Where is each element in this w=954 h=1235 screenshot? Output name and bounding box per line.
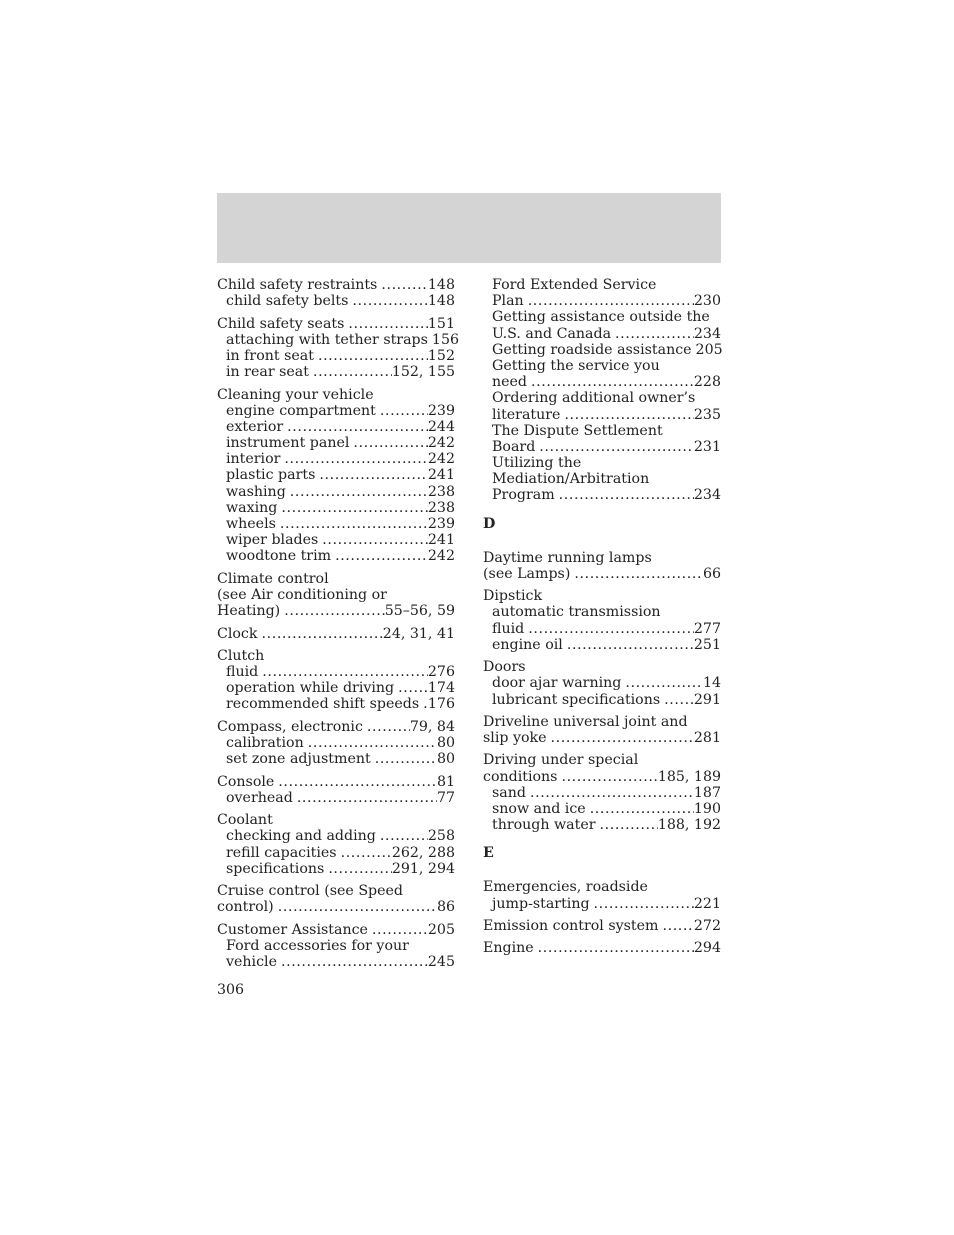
index-line [217, 316, 455, 332]
dot-leader [318, 348, 428, 364]
entry-text: control) [217, 899, 274, 916]
entry-text: fluid [492, 620, 525, 637]
entry-text: literature [492, 406, 561, 423]
index-line [217, 587, 455, 603]
entry-text: through water [492, 817, 596, 834]
dot-leader [308, 735, 437, 751]
entry-text: instrument panel [226, 435, 350, 452]
dot-leader [335, 548, 428, 564]
dot-leader [281, 954, 428, 970]
index-line [483, 550, 721, 566]
page-reference: 277 [693, 620, 721, 637]
page-reference: 235 [693, 406, 721, 423]
entry-text: Program [492, 487, 555, 504]
index-entry [217, 648, 455, 713]
page-reference: 156 [431, 331, 460, 348]
index-entry [217, 922, 455, 971]
page-reference: 152 [427, 347, 455, 364]
entry-text: Plan [492, 293, 524, 310]
dot-leader [600, 817, 658, 833]
entry-text: engine compartment [226, 402, 376, 419]
entry-text: Heating) [217, 603, 281, 620]
entry-text: Emission control system [483, 917, 659, 934]
dot-leader [531, 374, 694, 390]
dot-leader [528, 293, 694, 309]
entry-text: Utilizing the [492, 455, 582, 472]
dot-leader [341, 845, 392, 861]
page-reference: 205 [695, 341, 723, 358]
entry-text: Doors [483, 659, 526, 676]
index-column-left [217, 277, 460, 976]
entry-text: Climate control [217, 570, 329, 587]
entry-text: Daytime running lamps [483, 549, 652, 566]
entry-text: recommended shift speeds [226, 696, 420, 713]
index-line [483, 752, 721, 768]
index-subentry [483, 390, 721, 406]
dot-leader [615, 326, 694, 342]
entry-text: in rear seat [226, 364, 309, 381]
index-subentry [217, 419, 455, 435]
index-entry [217, 719, 455, 768]
entry-text: door ajar warning [492, 675, 622, 692]
page-reference: 241 [427, 532, 455, 549]
dot-leader [261, 626, 382, 642]
dot-leader [297, 790, 437, 806]
page-reference: 230 [693, 293, 721, 310]
page-reference: 80 [436, 735, 455, 751]
section-letter: E [483, 845, 494, 862]
index-subentry [483, 487, 721, 503]
entry-text: interior [226, 451, 281, 468]
index-entry [217, 277, 455, 309]
page-reference: 79, 84 [409, 718, 455, 735]
index-subentry [217, 954, 455, 970]
entry-text: (see Lamps) [483, 565, 571, 582]
entry-text: need [492, 374, 528, 391]
entry-text: Getting assistance outside the [492, 309, 710, 326]
dot-leader [348, 316, 428, 332]
dot-leader [539, 439, 694, 455]
dot-leader [574, 566, 703, 582]
index-subentry [217, 790, 455, 806]
page-reference: 231 [693, 438, 721, 455]
index-subentry [217, 828, 455, 844]
entry-text: Mediation/Arbitration [492, 471, 650, 488]
index-subentry [483, 692, 721, 708]
entry-text: Clock [217, 625, 258, 642]
page-reference: 55–56, 59 [384, 603, 455, 620]
entry-text: overhead [226, 789, 293, 806]
index-subentry [483, 277, 721, 293]
dot-leader [352, 293, 428, 309]
index-entry [483, 940, 721, 956]
index-subentry [483, 455, 721, 471]
index-subentry [483, 621, 721, 637]
dot-leader [375, 751, 437, 767]
index-entry [483, 550, 721, 582]
index-line [217, 626, 455, 642]
index-entry [217, 571, 455, 620]
index-subentry [217, 532, 455, 548]
index-line [217, 883, 455, 899]
page-reference: 187 [693, 784, 721, 801]
page-reference: 241 [427, 467, 455, 484]
page-reference: 244 [427, 418, 455, 435]
entry-text: Getting the service you [492, 357, 660, 374]
index-subentry [217, 293, 455, 309]
page-reference: 185, 189 [657, 768, 721, 785]
entry-text: calibration [226, 735, 304, 751]
page-reference: 242 [427, 451, 455, 468]
page-reference: 176 [427, 696, 455, 713]
index-subentry [483, 817, 721, 833]
dot-leader [662, 918, 693, 934]
index-subentry [483, 293, 721, 309]
index-subentry [217, 696, 455, 712]
index-subentry [483, 604, 721, 620]
dot-leader [322, 532, 428, 548]
index-subentry [217, 484, 455, 500]
entry-text: sand [492, 784, 526, 801]
index-column-right [483, 277, 721, 963]
dot-leader [262, 664, 428, 680]
page-reference: 262, 288 [391, 844, 455, 861]
index-subentry [217, 364, 455, 380]
index-subentry [217, 845, 455, 861]
page-reference: 80 [436, 751, 455, 768]
index-subentry [483, 326, 721, 342]
index-entry [217, 315, 460, 381]
header-band [217, 193, 721, 263]
dot-leader [380, 403, 428, 419]
entry-text: Dipstick [483, 588, 543, 605]
dot-leader [625, 675, 703, 691]
entry-text: waxing [226, 499, 278, 516]
index-line [217, 812, 455, 828]
index-subentry [483, 374, 721, 390]
dot-leader [381, 277, 428, 293]
index-subentry [217, 451, 455, 467]
page-reference: 291, 294 [391, 860, 455, 877]
entry-text: Board [492, 438, 536, 455]
index-line [483, 659, 721, 675]
index-subentry [217, 331, 460, 348]
page-reference: 234 [693, 487, 721, 504]
entry-text: woodtone trim [226, 548, 332, 565]
page-reference: 66 [702, 565, 721, 582]
page-number: 306 [217, 982, 245, 998]
index-line [483, 730, 721, 746]
entry-text: child safety belts [226, 293, 349, 310]
page-reference: 14 [702, 675, 721, 692]
index-entry [483, 714, 721, 746]
page-reference: 81 [436, 773, 455, 790]
index-line [217, 774, 455, 790]
index-line [217, 719, 455, 735]
entry-text: Ordering additional owner’s [492, 390, 696, 407]
index-line [483, 566, 721, 582]
dot-leader [664, 692, 694, 708]
entry-text: Compass, electronic [217, 718, 363, 735]
page-reference: 251 [693, 636, 721, 653]
dot-leader [564, 407, 693, 423]
index-subentry [483, 785, 721, 801]
page-reference: 148 [427, 277, 455, 293]
entry-text: lubricant specifications [492, 691, 661, 708]
index-subentry [483, 801, 721, 817]
index-subentry [483, 358, 721, 374]
entry-text: Emergencies, roadside [483, 879, 648, 896]
page-reference: 272 [693, 917, 721, 934]
index-line [217, 603, 455, 619]
index-subentry [217, 500, 455, 516]
entry-text: The Dispute Settlement [492, 422, 663, 439]
page-reference: 281 [693, 730, 721, 747]
dot-leader [551, 730, 694, 746]
dot-leader [280, 516, 428, 532]
entry-text: Engine [483, 940, 534, 957]
entry-text: Customer Assistance [217, 921, 368, 938]
index-subentry [483, 439, 721, 455]
index-subentry [483, 896, 721, 912]
page-reference: 190 [693, 801, 721, 817]
index-subentry [217, 467, 455, 483]
index-subentry [483, 407, 721, 423]
index-line [483, 918, 721, 934]
entry-text: plastic parts [226, 467, 316, 484]
index-subentry [217, 435, 455, 451]
index-entry [483, 659, 721, 708]
dot-leader [594, 896, 694, 912]
index-entry [217, 883, 455, 915]
entry-text: Clutch [217, 647, 265, 664]
entry-text: Child safety restraints [217, 277, 378, 293]
section-letter: D [483, 515, 496, 532]
entry-text: Console [217, 773, 275, 790]
page-reference: 151 [427, 315, 455, 332]
page-reference: 148 [427, 293, 455, 310]
index-subentry [217, 516, 455, 532]
entry-text: set zone adjustment [226, 751, 371, 768]
entry-text: Child safety seats [217, 315, 345, 332]
dot-leader [538, 940, 694, 956]
page-reference: 276 [427, 664, 455, 681]
index-line [483, 588, 721, 604]
dot-leader [284, 603, 384, 619]
index-subentry [483, 423, 721, 439]
entry-text: Getting roadside assistance [492, 341, 692, 358]
dot-leader [353, 435, 428, 451]
dot-leader [313, 364, 392, 380]
entry-text: attaching with tether straps [226, 331, 428, 348]
entry-text: washing [226, 483, 286, 500]
entry-text: Ford Extended Service [492, 277, 657, 293]
entry-text: fluid [226, 664, 259, 681]
entry-text: in front seat [226, 347, 314, 364]
index-line [217, 899, 455, 915]
index-entry [217, 774, 455, 806]
index-entry [483, 879, 721, 911]
page-reference: 238 [427, 499, 455, 516]
page-reference: 174 [427, 680, 455, 697]
index-subentry [217, 348, 455, 364]
dot-leader [380, 828, 428, 844]
page-reference: 239 [427, 516, 455, 532]
entry-text: Cleaning your vehicle [217, 386, 374, 403]
dot-leader [559, 487, 694, 503]
index-line [483, 879, 721, 895]
index-entry [483, 752, 721, 833]
index-subentry [217, 664, 455, 680]
entry-text: wiper blades [226, 532, 319, 549]
entry-text: slip yoke [483, 730, 547, 747]
entry-text: automatic transmission [492, 604, 661, 621]
dot-leader [319, 467, 428, 483]
entry-text: wheels [226, 516, 276, 532]
index-subentry [217, 548, 455, 564]
page-reference: 228 [693, 374, 721, 391]
index-line [483, 940, 721, 956]
entry-text: exterior [226, 418, 284, 435]
page-reference: 294 [693, 940, 721, 957]
dot-leader [372, 922, 428, 938]
index-subentry [217, 751, 455, 767]
entry-text: Coolant [217, 812, 273, 829]
entry-text: U.S. and Canada [492, 325, 612, 342]
index-subentry [483, 309, 721, 325]
entry-text: checking and adding [226, 828, 376, 845]
page-reference: 205 [427, 921, 455, 938]
index-subentry [217, 403, 455, 419]
index-subentry [217, 861, 455, 877]
entry-text: Driving under special [483, 752, 639, 769]
entry-text: Cruise control (see Speed [217, 883, 403, 900]
index-subentry [483, 675, 721, 691]
entry-text: snow and ice [492, 801, 586, 817]
entry-text: jump-starting [492, 895, 590, 912]
dot-leader [367, 719, 410, 735]
index-line [217, 387, 455, 403]
index-subentry [217, 735, 455, 751]
index-line [217, 277, 455, 293]
entry-text: refill capacities [226, 844, 337, 861]
entry-text: specifications [226, 860, 325, 877]
index-line [483, 714, 721, 730]
dot-leader [328, 861, 392, 877]
dot-leader [398, 680, 428, 696]
page-reference: 239 [427, 402, 455, 419]
index-subentry [483, 342, 721, 358]
index-subentry [217, 938, 455, 954]
index-subentry [483, 637, 721, 653]
page-reference: 188, 192 [657, 817, 721, 834]
dot-leader [281, 500, 428, 516]
dot-leader [290, 484, 428, 500]
page-reference: 152, 155 [391, 364, 455, 381]
page-reference: 291 [693, 691, 721, 708]
page-reference: 242 [427, 548, 455, 565]
dot-leader [278, 774, 437, 790]
page-reference: 258 [427, 828, 455, 845]
page-reference: 77 [436, 789, 455, 806]
index-entry [483, 918, 721, 934]
dot-leader [530, 785, 694, 801]
entry-text: engine oil [492, 636, 563, 653]
index-subentry [483, 471, 721, 487]
index-entry [217, 626, 455, 642]
index-line [217, 571, 455, 587]
index-line [217, 922, 455, 938]
dot-leader [590, 801, 694, 817]
entry-text: vehicle [226, 954, 277, 970]
index-entry [217, 387, 455, 565]
page-reference: 86 [436, 899, 455, 916]
page-reference: 242 [427, 435, 455, 452]
page-reference: 245 [427, 954, 455, 970]
index-entry [483, 277, 721, 504]
page-reference: 24, 31, 41 [382, 625, 455, 642]
entry-text: Ford accessories for your [226, 937, 409, 954]
dot-leader [278, 899, 437, 915]
index-entry [217, 812, 455, 877]
page-reference: 234 [693, 325, 721, 342]
dot-leader [287, 419, 428, 435]
index-line [483, 769, 721, 785]
index-line [217, 648, 455, 664]
entry-text: operation while driving [226, 680, 395, 697]
index-entry [483, 588, 721, 653]
dot-leader [284, 451, 427, 467]
dot-leader [567, 637, 694, 653]
index-subentry [217, 680, 455, 696]
dot-leader [528, 621, 694, 637]
page-reference: 221 [693, 895, 721, 912]
entry-text: conditions [483, 768, 558, 785]
entry-text: (see Air conditioning or [217, 586, 387, 603]
entry-text: Driveline universal joint and [483, 713, 688, 730]
dot-leader [561, 769, 657, 785]
page-reference: 238 [427, 483, 455, 500]
